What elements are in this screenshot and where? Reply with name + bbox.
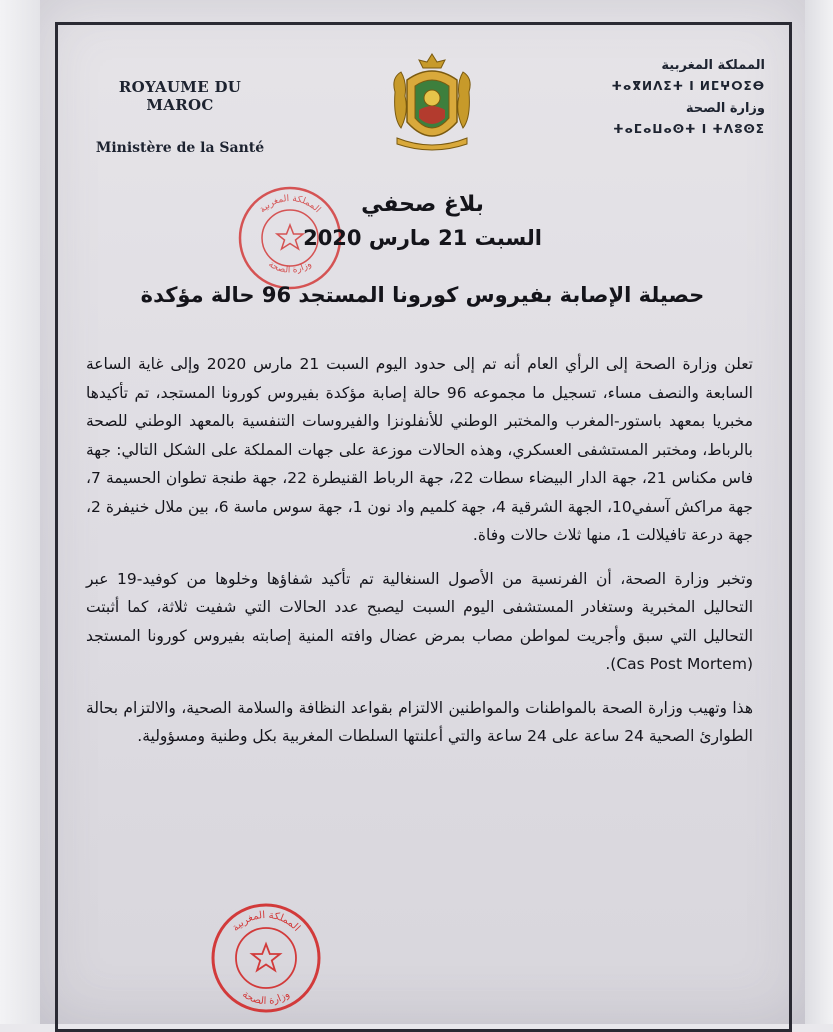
stamp-ring-bottom-text: وزارة الصحة	[266, 259, 314, 276]
kingdom-name-french: ROYAUME DU MAROC	[118, 78, 242, 114]
ministry-stamp-bottom	[208, 900, 324, 1016]
ministry-name-french: Ministère de la Santé	[95, 140, 265, 156]
document-body	[86, 350, 753, 766]
svg-text:وزارة الصحة	[240, 989, 292, 1007]
kingdom-name-arabic: المملكة المغربية	[661, 58, 765, 73]
stamp-ring-top-text: المملكة المغربية	[257, 193, 323, 216]
photo-background-right	[803, 0, 833, 1024]
document-page	[40, 0, 805, 1024]
stamp-ring-bottom-text: وزارة الصحة	[240, 988, 292, 1008]
kingdom-name-tifinagh: ⵜⴰⴳⵍⴷⵉⵜ ⵏ ⵍⵎⵖⵔⵉⴱ	[611, 79, 765, 93]
paragraph-3: هذا وتهيب وزارة الصحة بالمواطنات والمواطنين الالتزام بقواعد النظافة والسلامة الصحية، والالتزام بحالة الطوارئ الصحية 24 ساعة على 24 ساعة والتي أعلنتها السلطات المغربية بكل وطنية ومسؤولية.	[86, 698, 753, 745]
document-subtitle: حصيلة الإصابة بفيروس كورونا المستجد 96 حالة مؤكدة	[140, 283, 705, 307]
photo-background-left	[0, 0, 40, 1024]
french-letterhead	[85, 78, 275, 156]
paragraph-2: وتخبر وزارة الصحة، أن الفرنسية من الأصول السنغالية تم تأكيد شفاؤها وخلوها من كوفيد-19 عبر التحاليل المخبرية وستغادر المستشفى اليوم السبت ليصبح عدد الحالات التي شفيت ثلاثة، كما أثبتت التحاليل التي سبق وأجريت لمواطن مصاب بمرض عضال وافته المنية إصابته بفيروس كورونا المستجد (Cas Post Mortem).	[86, 569, 753, 673]
ministry-name-tifinagh: ⵜⴰⵎⴰⵡⴰⵙⵜ ⵏ ⵜⴷⵓⵙⵉ	[613, 122, 765, 136]
moroccan-coat-of-arms-icon	[387, 52, 477, 152]
svg-text:المملكة المغربية	[230, 910, 302, 934]
ministry-name-arabic: وزارة الصحة	[685, 101, 765, 116]
document-title: بلاغ صحفي	[361, 192, 484, 217]
arabic-letterhead	[595, 58, 765, 136]
stamp-ring-top-text: المملكة المغربية	[230, 909, 302, 934]
document-date: السبت 21 مارس 2020	[303, 226, 542, 250]
svg-text:وزارة الصحة	[266, 259, 313, 275]
paragraph-1: تعلن وزارة الصحة إلى الرأي العام أنه تم إلى حدود اليوم السبت 21 مارس 2020 وإلى غاية الساعة السابعة والنصف مساء، تسجيل ما مجموعه 96 حالة إصابة مؤكدة بفيروس كورونا المستجد، تم تأكيدها مخبريا بمعهد باستور-المغرب والمختبر الوطني للأنفلونزا والفيروسات التنفسية بالمعهد الوطني للصحة بالرباط، ومختبر المستشفى العسكري، وهذه الحالات موزعة على جهات المملكة على الشكل التالي: جهة فاس مكناس 21، جهة الدار البيضاء سطات 22، جهة الرباط القنيطرة 22، جهة طنجة تطوان الحسيمة 7، جهة مراكش آسفي10، الجهة الشرقية 4، جهة كلميم واد نون 1، جهة سوس ماسة 6، بين ملال خنيفرة 2، جهة درعة تافيلالت 1، منها ثلاث حالات وفاة.	[86, 355, 754, 544]
